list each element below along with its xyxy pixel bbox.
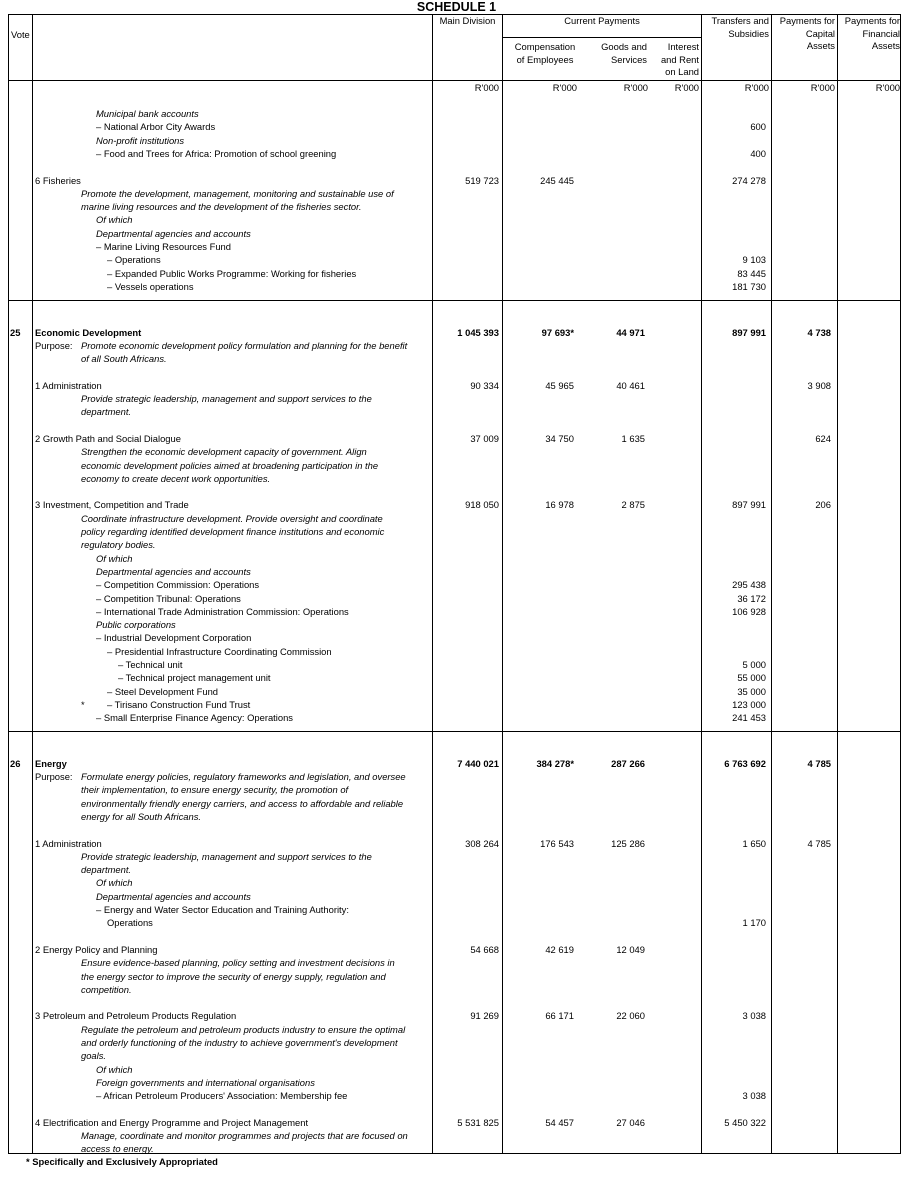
amount-gs: 22 060 (616, 1010, 645, 1021)
line-item-text: Manage, coordinate and monitor programmes and projects that are focused on (81, 1130, 408, 1141)
amount-ce: 384 278* (536, 758, 574, 769)
amount-tr: 897 991 (732, 499, 766, 510)
header-interest-rent: Interest and Rent on Land (660, 41, 699, 77)
line-item-text: Operations (107, 917, 153, 928)
amount-ce: 97 693* (541, 327, 574, 338)
line-item-text: – Industrial Development Corporation (96, 632, 252, 643)
page-title: SCHEDULE 1 (416, 0, 497, 14)
amount-md: 91 269 (470, 1010, 499, 1021)
unit-financial: R'000 (875, 82, 900, 93)
line-item-text: of all South Africans. (81, 353, 167, 364)
line-item-text: Departmental agencies and accounts (96, 228, 251, 239)
line-item-text: – Technical unit (118, 659, 183, 670)
line-item-text: Energy (35, 758, 67, 769)
line-item-text: – Food and Trees for Africa: Promotion of school greening (96, 148, 337, 159)
amount-ca: 624 (815, 433, 831, 444)
line-item-text: Regulate the petroleum and petroleum products industry to ensure the optimal (81, 1024, 406, 1035)
purpose-label: Purpose: (35, 771, 73, 782)
line-item-text: competition. (81, 984, 132, 995)
line-item-text: Public corporations (96, 619, 176, 630)
line-item-text: access to energy. (81, 1143, 154, 1154)
amount-tr: 1 170 (742, 917, 766, 928)
amount-tr: 36 172 (737, 593, 766, 604)
line-item-text: Coordinate infrastructure development. Provide oversight and coordinate (81, 513, 383, 524)
line-item-text: Departmental agencies and accounts (96, 566, 251, 577)
line-item-text: 2 Energy Policy and Planning (35, 944, 158, 955)
amount-ce: 34 750 (545, 433, 574, 444)
amount-tr: 6 763 692 (724, 758, 766, 769)
line-item-text: and orderly functioning of the industry to achieve government's development (81, 1037, 398, 1048)
header-goods-services: Goods and Services (601, 41, 647, 65)
amount-tr: 3 038 (742, 1010, 766, 1021)
amount-tr: 106 928 (732, 606, 766, 617)
line-item-text: economic development policies aimed at broadening participation in the (81, 460, 379, 471)
unit-interest: R'000 (674, 82, 699, 93)
line-item-text: Provide strategic leadership, management and support services to the (81, 393, 372, 404)
vote-number: 26 (10, 758, 21, 769)
amount-md: 54 668 (470, 944, 499, 955)
line-item-text: – Competition Tribunal: Operations (96, 593, 241, 604)
line-item-text: Municipal bank accounts (96, 108, 199, 119)
line-item-text: 3 Petroleum and Petroleum Products Regulation (35, 1010, 237, 1021)
line-item-text: Of which (96, 553, 133, 564)
amount-tr: 1 650 (742, 838, 766, 849)
line-item-text: – Operations (107, 254, 161, 265)
amount-tr: 35 000 (737, 686, 766, 697)
header-current-payments: Current Payments (564, 15, 640, 26)
line-item-text: – Competition Commission: Operations (96, 579, 260, 590)
header-capital-assets: Payments for Capital Assets (779, 15, 835, 51)
amount-tr: 241 453 (732, 712, 766, 723)
line-item-text: – Technical project management unit (118, 672, 271, 683)
amount-gs: 40 461 (616, 380, 645, 391)
amount-ce: 54 457 (545, 1117, 574, 1128)
amount-ce: 42 619 (545, 944, 574, 955)
line-item-text: 3 Investment, Competition and Trade (35, 499, 189, 510)
amount-tr: 83 445 (737, 268, 766, 279)
amount-md: 918 050 (465, 499, 499, 510)
amount-ca: 4 738 (807, 327, 831, 338)
line-item-text: – Energy and Water Sector Education and Training Authority: (96, 904, 349, 915)
amount-ce: 66 171 (545, 1010, 574, 1021)
amount-tr: 274 278 (732, 175, 766, 186)
amount-tr: 55 000 (737, 672, 766, 683)
amount-tr: 123 000 (732, 699, 766, 710)
amount-md: 5 531 825 (457, 1117, 499, 1128)
amount-md: 7 440 021 (457, 758, 499, 769)
amount-tr: 5 450 322 (724, 1117, 766, 1128)
line-item-text: Foreign governments and international organisations (96, 1077, 315, 1088)
line-item-text: 4 Electrification and Energy Programme and Project Management (35, 1117, 309, 1128)
amount-gs: 2 875 (621, 499, 645, 510)
line-item-text: department. (81, 864, 132, 875)
unit-transfers: R'000 (744, 82, 769, 93)
amount-tr: 9 103 (742, 254, 766, 265)
amount-ce: 245 445 (540, 175, 574, 186)
amount-gs: 287 266 (611, 758, 645, 769)
line-item-text: 1 Administration (35, 838, 102, 849)
line-item-text: Promote the development, management, monitoring and sustainable use of (81, 188, 394, 199)
line-item-text: Ensure evidence-based planning, policy setting and investment decisions in (81, 957, 395, 968)
current-payments-underline (502, 37, 701, 38)
amount-tr: 295 438 (732, 579, 766, 590)
col-rule-vote (32, 14, 33, 1154)
line-item-text: department. (81, 406, 132, 417)
line-item-text: – Vessels operations (107, 281, 194, 292)
line-item-text: energy for all South Africans. (81, 811, 202, 822)
col-rule-capital (837, 14, 838, 1154)
line-item-text: 6 Fisheries (35, 175, 81, 186)
line-item-text: 2 Growth Path and Social Dialogue (35, 433, 181, 444)
line-item-text: policy regarding identified development finance institutions and economic (81, 526, 385, 537)
line-item-text: Strengthen the economic development capacity of government. Align (81, 446, 367, 457)
line-item-text: Non-profit institutions (96, 135, 185, 146)
unit-goods: R'000 (623, 82, 648, 93)
line-item-text: Of which (96, 877, 133, 888)
line-item-text: Formulate energy policies, regulatory frameworks and legislation, and oversee (81, 771, 406, 782)
line-item-text: environmentally friendly energy carriers, and access to affordable and reliable (81, 798, 404, 809)
line-item-text: Provide strategic leadership, management and support services to the (81, 851, 372, 862)
header-vote: Vote (11, 29, 30, 40)
unit-compensation: R'000 (552, 82, 577, 93)
unit-main: R'000 (474, 82, 499, 93)
amount-ce: 176 543 (540, 838, 574, 849)
amount-ce: 45 965 (545, 380, 574, 391)
section-divider (8, 300, 901, 301)
header-transfers-subsidies: Transfers and Subsidies (711, 15, 769, 39)
amount-gs: 1 635 (621, 433, 645, 444)
amount-md: 37 009 (470, 433, 499, 444)
line-item-text: regulatory bodies. (81, 539, 156, 550)
header-financial-assets: Payments for Financial Assets (844, 15, 900, 51)
vote-number: 25 (10, 327, 21, 338)
line-item-text: Of which (96, 214, 133, 225)
col-rule-transfers (771, 14, 772, 1154)
line-item-text: – Expanded Public Works Programme: Working for fisheries (107, 268, 357, 279)
amount-md: 308 264 (465, 838, 499, 849)
section-divider (8, 731, 901, 732)
line-item-text: Departmental agencies and accounts (96, 891, 251, 902)
line-item-text: – Small Enterprise Finance Agency: Operations (96, 712, 293, 723)
unit-capital: R'000 (810, 82, 835, 93)
appropriated-marker: * (81, 699, 85, 710)
footnote: * Specifically and Exclusively Appropriated (26, 1156, 218, 1167)
amount-md: 90 334 (470, 380, 499, 391)
line-item-text: goals. (81, 1050, 107, 1061)
line-item-text: – African Petroleum Producers' Association: Membership fee (96, 1090, 348, 1101)
amount-ca: 4 785 (807, 838, 831, 849)
amount-tr: 5 000 (742, 659, 766, 670)
line-item-text: their implementation, to ensure energy security, the promotion of (81, 784, 349, 795)
amount-gs: 27 046 (616, 1117, 645, 1128)
amount-md: 519 723 (465, 175, 499, 186)
line-item-text: Promote economic development policy formulation and planning for the benefit (81, 340, 408, 351)
line-item-text: – Tirisano Construction Fund Trust (107, 699, 251, 710)
amount-ca: 206 (815, 499, 831, 510)
line-item-text: marine living resources and the development of the fisheries sector. (81, 201, 362, 212)
amount-ca: 4 785 (807, 758, 831, 769)
amount-tr: 600 (750, 121, 766, 132)
amount-ce: 16 978 (545, 499, 574, 510)
line-item-text: Economic Development (35, 327, 142, 338)
amount-tr: 897 991 (732, 327, 766, 338)
header-main-division: Main Division (439, 15, 496, 26)
amount-gs: 125 286 (611, 838, 645, 849)
line-item-text: – Steel Development Fund (107, 686, 219, 697)
header-compensation: Compensation of Employees (514, 41, 576, 65)
amount-md: 1 045 393 (457, 327, 499, 338)
line-item-text: – Marine Living Resources Fund (96, 241, 231, 252)
line-item-text: – Presidential Infrastructure Coordinating Commission (107, 646, 332, 657)
amount-tr: 3 038 (742, 1090, 766, 1101)
amount-gs: 12 049 (616, 944, 645, 955)
line-item-text: Of which (96, 1064, 133, 1075)
line-item-text: the energy sector to improve the security of energy supply, regulation and (81, 971, 386, 982)
line-item-text: – National Arbor City Awards (96, 121, 216, 132)
purpose-label: Purpose: (35, 340, 73, 351)
amount-tr: 181 730 (732, 281, 766, 292)
amount-ca: 3 908 (807, 380, 831, 391)
amount-gs: 44 971 (616, 327, 645, 338)
line-item-text: economy to create decent work opportunities. (81, 473, 271, 484)
line-item-text: – International Trade Administration Commission: Operations (96, 606, 349, 617)
line-item-text: 1 Administration (35, 380, 102, 391)
amount-tr: 400 (750, 148, 766, 159)
col-rule-current (701, 14, 702, 1154)
header-divider (8, 80, 901, 81)
